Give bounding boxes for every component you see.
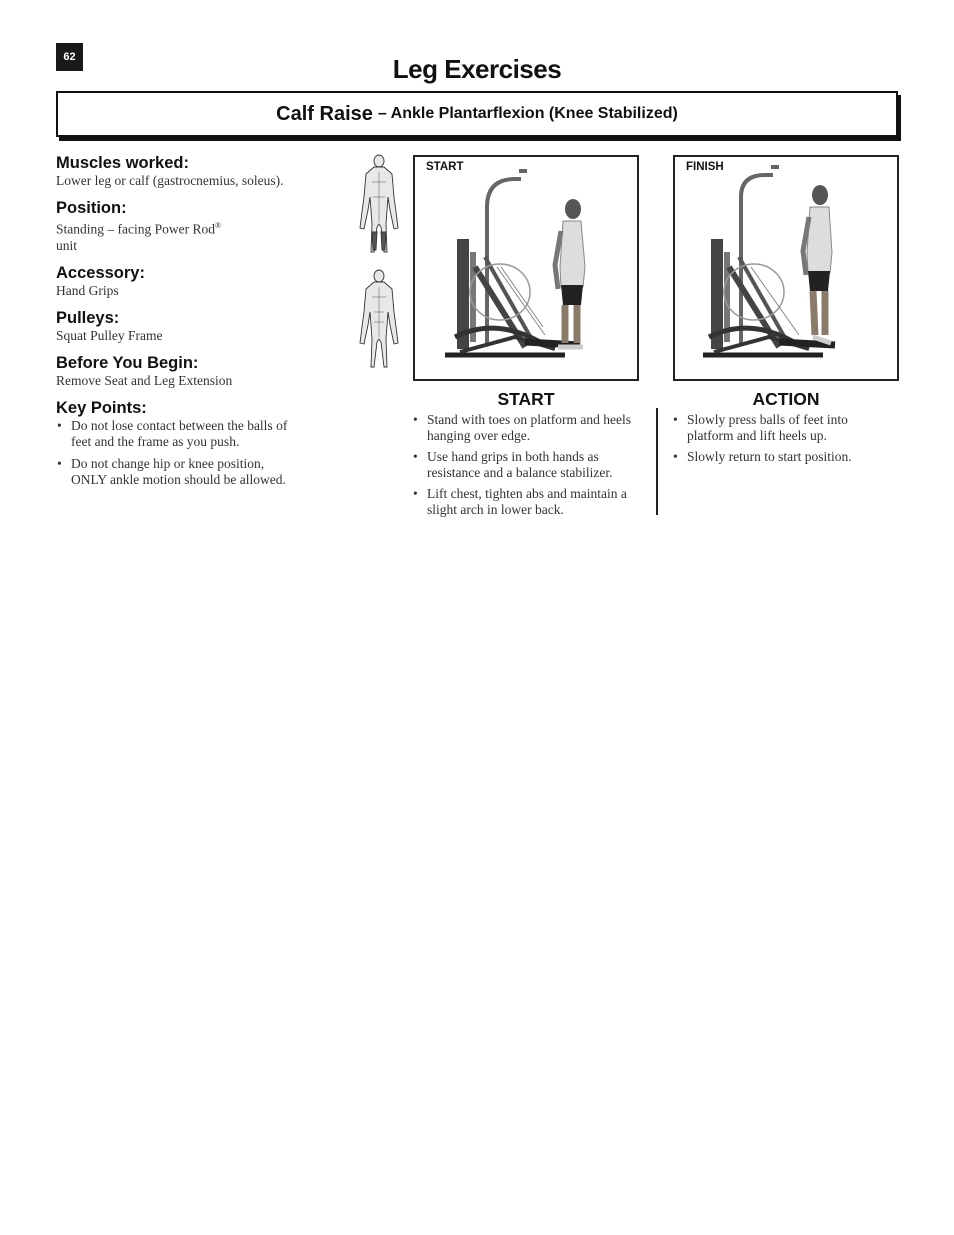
- action-heading: ACTION: [752, 389, 820, 409]
- start-photo: [413, 155, 639, 381]
- position-text-main: Standing – facing Power Rod: [56, 221, 215, 237]
- muscles-text: Lower leg or calf (gastrocnemius, soleus).: [56, 173, 284, 188]
- page-title: Leg Exercises: [392, 54, 562, 84]
- key-points-heading: Key Points:: [56, 398, 147, 417]
- finish-photo: [673, 155, 899, 381]
- before-heading: Before You Begin:: [56, 353, 199, 372]
- registered-mark: ®: [214, 221, 222, 230]
- start-heading: START: [497, 389, 555, 409]
- list-item: • Lift chest, tighten abs and maintain a slight arch in lower back.: [413, 486, 635, 518]
- finish-photo-label: FINISH: [686, 161, 724, 173]
- exercise-banner: [56, 91, 898, 137]
- action-instructions: [673, 412, 895, 470]
- list-item: • Do not change hip or knee position, ONLY ankle motion should be allowed.: [56, 456, 296, 488]
- exercise-machine-illustration: [675, 157, 897, 379]
- exercise-machine-illustration: [415, 157, 637, 379]
- pulleys-heading: Pulleys:: [56, 308, 120, 327]
- list-item: • Use hand grips in both hands as resistance and a balance stabilizer.: [413, 449, 635, 481]
- exercise-name: Calf Raise: [276, 102, 373, 125]
- key-points-list: [56, 418, 296, 488]
- muscle-anatomy-figure: [354, 152, 404, 382]
- exercise-subtitle: – Ankle Plantarflexion (Knee Stabilized): [377, 105, 678, 122]
- start-photo-label: START: [426, 161, 464, 173]
- accessory-heading: Accessory:: [56, 263, 145, 282]
- start-instructions: [413, 412, 635, 523]
- list-item: • Stand with toes on platform and heels hanging over edge.: [413, 412, 635, 444]
- column-divider: [656, 408, 658, 515]
- before-text: Remove Seat and Leg Extension: [56, 372, 233, 388]
- muscles-heading: Muscles worked:: [56, 154, 189, 172]
- pulleys-text: Squat Pulley Frame: [56, 327, 163, 343]
- exercise-details: [56, 153, 296, 494]
- list-item: • Slowly press balls of feet into platform and lift heels up.: [673, 412, 895, 444]
- position-text-unit: unit: [56, 237, 78, 253]
- position-heading: Position:: [56, 199, 127, 217]
- accessory-text: Hand Grips: [56, 282, 119, 298]
- page-number: 62: [56, 43, 83, 71]
- position-text: [56, 218, 296, 254]
- list-item: • Slowly return to start position.: [673, 449, 895, 465]
- list-item: • Do not lose contact between the balls of feet and the frame as you push.: [56, 418, 296, 450]
